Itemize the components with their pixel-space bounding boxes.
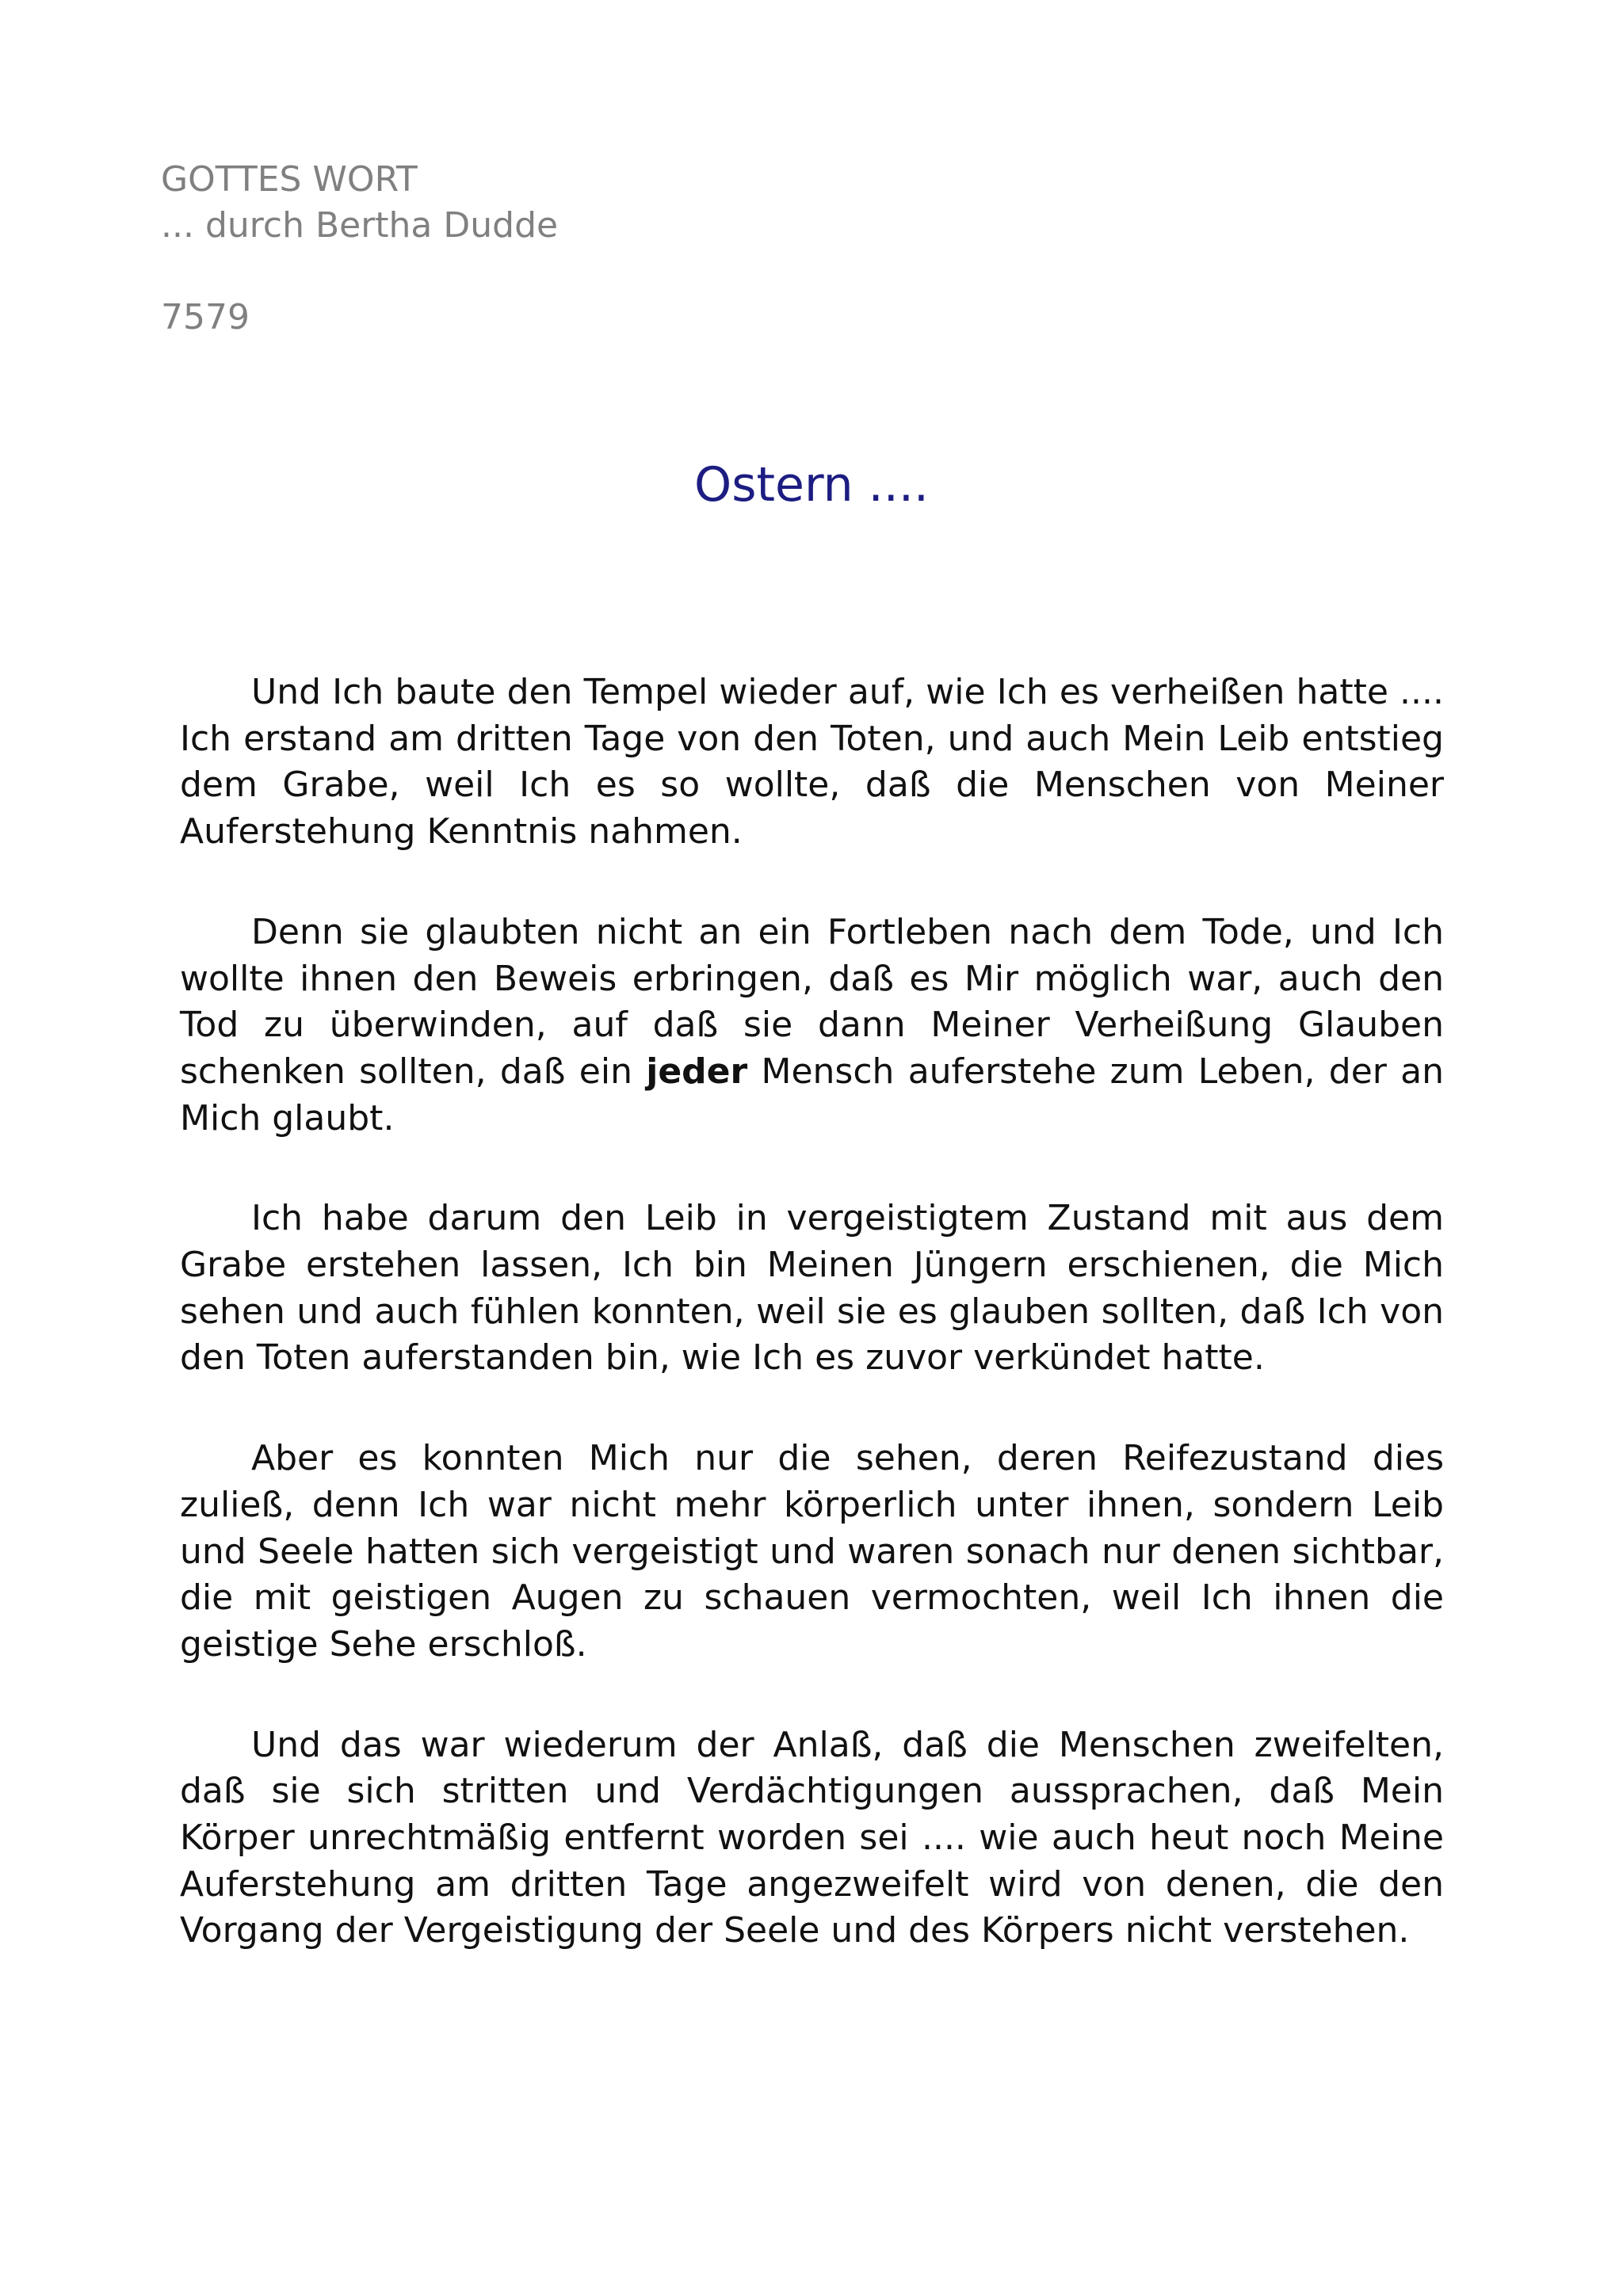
header-title: GOTTES WORT — [161, 159, 418, 200]
paragraph-2-text-after: Mensch auferstehe zum Leben, der an Mich glaubt. — [180, 1051, 1444, 1138]
paragraph-3: Ich habe darum den Leib in vergeistigtem Zustand mit aus dem Grabe erstehen lassen, Ich bin Meinen Jüngern erschienen, die Mich sehen und auch fühlen konnten, weil sie es glauben sollten, daß Ich von den Toten auferstanden bin, wie Ich es zuvor verkündet hatte. — [180, 1198, 1444, 1379]
page-title: Ostern .... — [694, 457, 929, 513]
paragraph-4: Aber es konnten Mich nur die sehen, deren Reifezustand dies zuließ, denn Ich war nicht mehr körperlich unter ihnen, sondern Leib und Seele hatten sich vergeistigt und waren sonach nur denen sichtbar, die mit geistigen Augen zu schauen vermochten, weil Ich ihnen die geistige Sehe erschloß. — [180, 1438, 1444, 1665]
paragraph-2-text-before: Denn sie glaubten nicht an ein Fortleben nach dem Tode, und Ich wollte ihnen den Beweis erbringen, daß es Mir möglich war, auch den Tod zu überwinden, auf daß sie dann Meiner Verheißung Glauben schenken sollten, daß ein — [180, 911, 1444, 1092]
document-body — [180, 669, 1444, 2008]
document-header — [161, 157, 558, 341]
header-author: ... durch Bertha Dudde — [161, 205, 559, 246]
paragraph-5: Und das war wiederum der Anlaß, daß die Menschen zweifelten, daß sie sich stritten und Verdächtigungen aussprachen, daß Mein Körper unrechtmäßig entfernt worden sei .... wie auch heut noch Meine Auferstehung am dritten Tage angezweifelt wird von denen, die den Vorgang der Vergeistigung der Seele und des Körpers nicht verstehen. — [180, 1724, 1444, 1951]
message-number: 7579 — [161, 297, 250, 338]
paragraph-2 — [180, 910, 1444, 1142]
paragraph-2-bold-word: jeder — [646, 1051, 748, 1092]
paragraph-1: Und Ich baute den Tempel wieder auf, wie Ich es verheißen hatte .... Ich erstand am dritten Tage von den Toten, und auch Mein Leib entstieg dem Grabe, weil Ich es so wollte, daß die Menschen von Meiner Auferstehung Kenntnis nahmen. — [180, 672, 1444, 852]
